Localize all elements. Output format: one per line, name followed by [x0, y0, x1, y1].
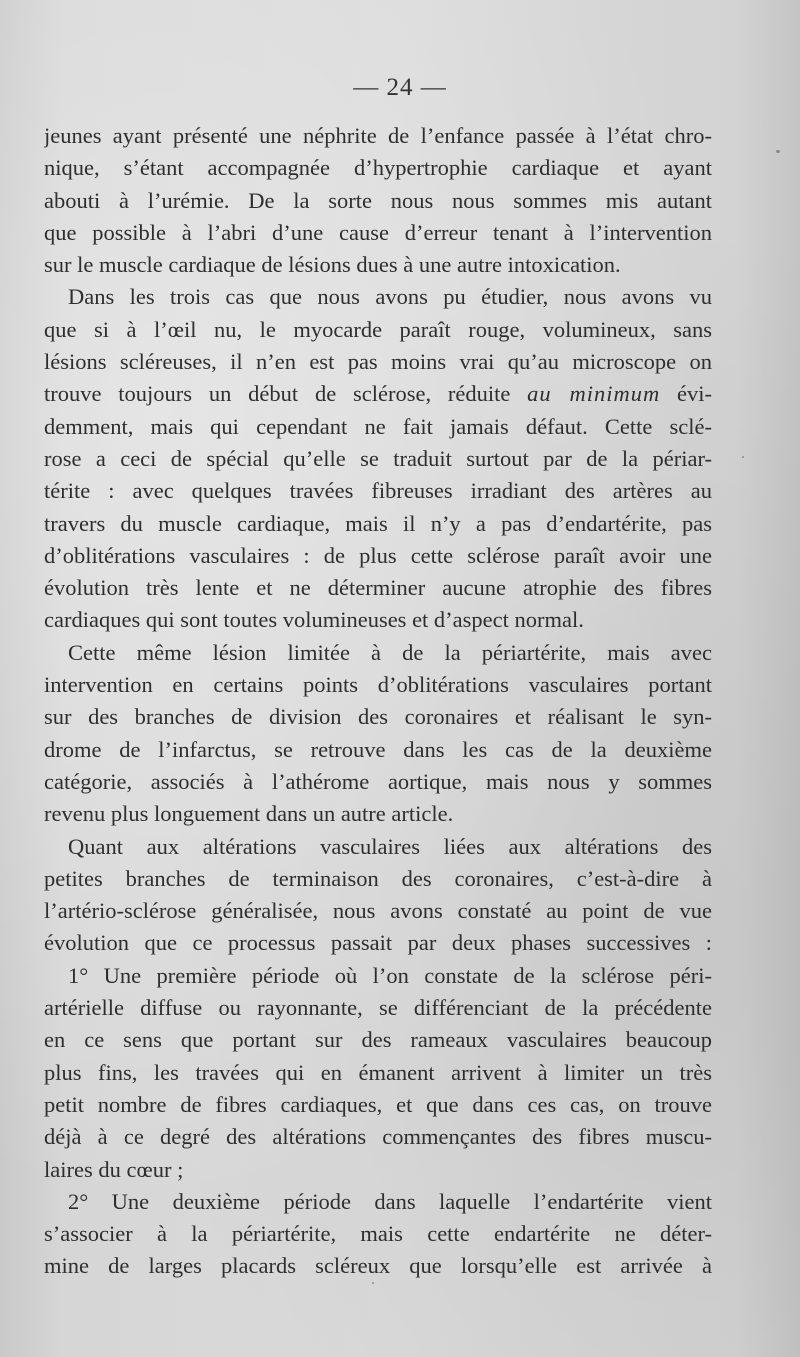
text-line: lésions scléreuses, il n’en est pas moins vrai qu’au microscope on	[44, 349, 712, 375]
text-line: sur des branches de division des coronaires et réalisant le syn-	[44, 704, 712, 730]
text-line: d’oblitérations vasculaires : de plus cette sclérose paraît avoir une	[44, 542, 712, 568]
text-line: demment, mais qui cependant ne fait jamais défaut. Cette sclé-	[44, 413, 712, 439]
text-line: jeunes ayant présenté une néphrite de l’enfance passée à l’état chro-	[44, 123, 712, 148]
text-line: 1° Une première période où l’on constate de la sclérose péri-	[68, 962, 712, 988]
paper-speck	[742, 456, 744, 458]
text-line: évolution que ce processus passait par deux phases successives :	[44, 930, 712, 956]
text-line: que si à l’œil nu, le myocarde paraît rouge, volumineux, sans	[44, 316, 712, 342]
text-line: cardiaques qui sont toutes volumineuses et d’aspect normal.	[44, 607, 584, 633]
text-line: térite : avec quelques travées fibreuses irradiant des artères au	[44, 478, 712, 504]
text-fragment: trouve toujours un début de sclérose, réduite	[44, 381, 511, 407]
text-line: drome de l’infarctus, se retrouve dans les cas de la deuxième	[44, 736, 712, 762]
text-line: petites branches de terminaison des coronaires, c’est-à-dire à	[44, 865, 712, 891]
text-line: Dans les trois cas que nous avons pu étudier, nous avons vu	[68, 284, 712, 310]
text-line: sur le muscle cardiaque de lésions dues à une autre intoxication.	[44, 252, 621, 278]
italic-phrase: au minimum	[527, 381, 661, 407]
text-line: plus fins, les travées qui en émanent arrivent à limiter un très	[44, 1059, 712, 1085]
text-line: revenu plus longuement dans un autre article.	[44, 801, 454, 827]
text-line: en ce sens que portant sur des rameaux vasculaires beaucoup	[44, 1027, 712, 1053]
text-line: catégorie, associés à l’athérome aortique, mais nous y sommes	[44, 768, 712, 794]
paper-speck	[372, 1282, 374, 1284]
text-line: intervention en certains points d’oblitérations vasculaires portant	[44, 672, 712, 698]
text-line: déjà à ce degré des altérations commençantes des fibres muscu-	[44, 1124, 712, 1150]
text-line: l’artério-sclérose généralisée, nous avons constaté au point de vue	[44, 898, 712, 924]
text-line: Quant aux altérations vasculaires liées aux altérations des	[68, 833, 712, 859]
text-line: Cette même lésion limitée à de la périartérite, mais avec	[68, 639, 712, 665]
text-line: petit nombre de fibres cardiaques, et que dans ces cas, on trouve	[44, 1091, 712, 1117]
text-line: que possible à l’abri d’une cause d’erreur tenant à l’intervention	[44, 219, 712, 245]
body-text	[44, 120, 712, 1283]
text-line-mixed	[44, 378, 712, 410]
text-line: rose a ceci de spécial qu’elle se traduit surtout par de la périar-	[44, 445, 712, 471]
page-number: — 24 —	[353, 74, 447, 101]
text-line: laires du cœur ;	[44, 1156, 184, 1182]
text-line: travers du muscle cardiaque, mais il n’y a pas d’endartérite, pas	[44, 510, 712, 536]
text-line: 2° Une deuxième période dans laquelle l’endartérite vient	[68, 1188, 712, 1214]
text-line: nique, s’étant accompagnée d’hypertrophie cardiaque et ayant	[44, 155, 712, 181]
text-line: artérielle diffuse ou rayonnante, se différenciant de la précédente	[44, 995, 712, 1021]
text-line: évolution très lente et ne déterminer aucune atrophie des fibres	[44, 575, 712, 601]
paper-speck	[776, 150, 780, 153]
text-line: mine de larges placards scléreux que lorsqu’elle est arrivée à	[44, 1253, 712, 1279]
text-fragment: évi-	[677, 381, 712, 407]
text-line: abouti à l’urémie. De la sorte nous nous sommes mis autant	[44, 187, 712, 213]
text-line: s’associer à la périartérite, mais cette endartérite ne déter-	[44, 1221, 712, 1247]
